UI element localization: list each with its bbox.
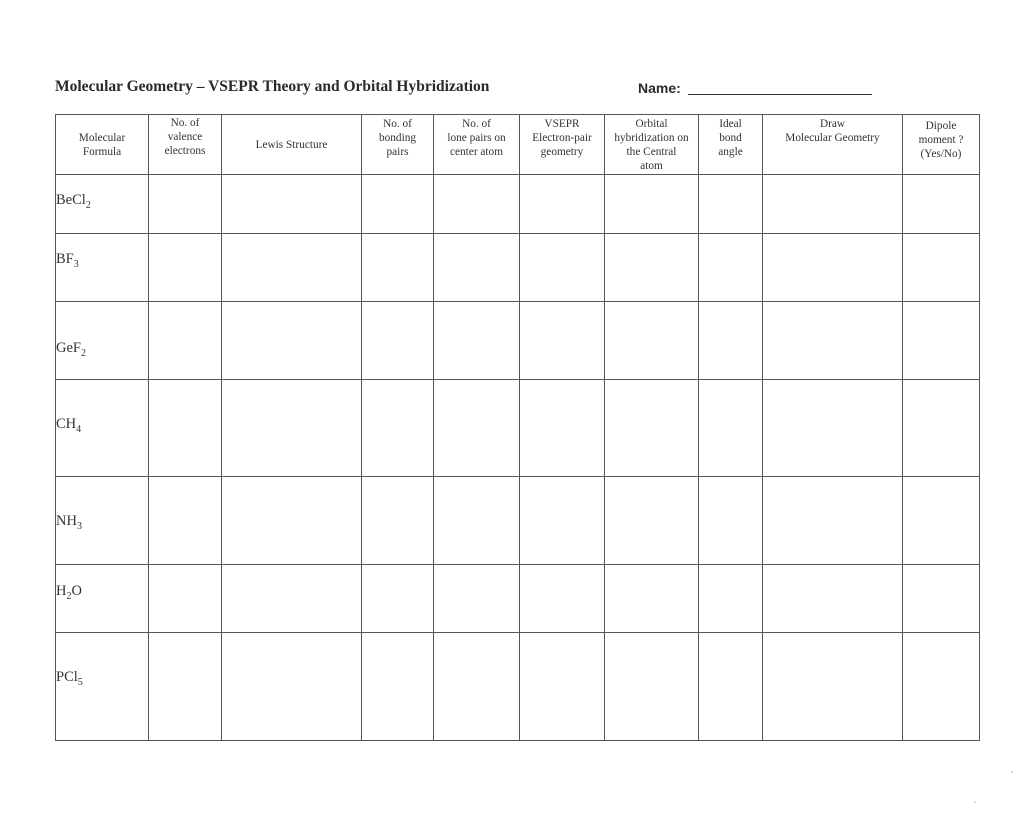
- table-row: [56, 234, 980, 302]
- cell-molecular-geometry-drawing[interactable]: [763, 565, 903, 633]
- table-row: [56, 565, 980, 633]
- cell-electron-pair-geometry[interactable]: [520, 175, 605, 234]
- table-row: [56, 175, 980, 234]
- cell-lewis-structure[interactable]: [222, 633, 362, 741]
- molecular-formula: PCl$_5$: [56, 669, 83, 688]
- col-header-electron-pair-geometry: VSEPR Electron-pair geometry: [520, 115, 605, 175]
- cell-orbital-hybridization[interactable]: [605, 234, 699, 302]
- cell-electron-pair-geometry[interactable]: [520, 565, 605, 633]
- cell-electron-pair-geometry[interactable]: [520, 477, 605, 565]
- molecular-formula-cell: [56, 565, 149, 633]
- cell-ideal-bond-angle[interactable]: [699, 234, 763, 302]
- table-row: [56, 633, 980, 741]
- col-header-ideal-bond-angle: Ideal bond angle: [699, 115, 763, 175]
- molecular-formula-cell: [56, 175, 149, 234]
- molecular-formula-cell: [56, 477, 149, 565]
- scan-speck: [974, 801, 976, 803]
- cell-valence-electrons[interactable]: [149, 234, 222, 302]
- cell-molecular-geometry-drawing[interactable]: [763, 477, 903, 565]
- cell-lewis-structure[interactable]: [222, 234, 362, 302]
- cell-valence-electrons[interactable]: [149, 302, 222, 380]
- cell-molecular-geometry-drawing[interactable]: [763, 633, 903, 741]
- cell-lewis-structure[interactable]: [222, 302, 362, 380]
- cell-lewis-structure[interactable]: [222, 380, 362, 477]
- cell-orbital-hybridization[interactable]: [605, 565, 699, 633]
- molecular-formula: $BF_3$: [56, 251, 79, 270]
- cell-dipole-moment[interactable]: [903, 380, 980, 477]
- col-header-valence-electrons: No. of valence electrons: [149, 115, 222, 175]
- molecular-formula-cell: [56, 234, 149, 302]
- cell-orbital-hybridization[interactable]: [605, 380, 699, 477]
- molecular-formula: BeCl$_2$: [56, 192, 91, 211]
- molecular-formula: $H_2O$: [56, 583, 82, 602]
- cell-dipole-moment[interactable]: [903, 302, 980, 380]
- molecular-formula-cell: [56, 633, 149, 741]
- cell-bonding-pairs[interactable]: [362, 380, 434, 477]
- cell-dipole-moment[interactable]: [903, 633, 980, 741]
- cell-valence-electrons[interactable]: [149, 175, 222, 234]
- cell-bonding-pairs[interactable]: [362, 477, 434, 565]
- scan-speck: [1011, 771, 1013, 773]
- cell-lone-pairs[interactable]: [434, 477, 520, 565]
- cell-molecular-geometry-drawing[interactable]: [763, 380, 903, 477]
- table-row: [56, 477, 980, 565]
- cell-dipole-moment[interactable]: [903, 565, 980, 633]
- cell-orbital-hybridization[interactable]: [605, 175, 699, 234]
- cell-molecular-geometry-drawing[interactable]: [763, 175, 903, 234]
- cell-dipole-moment[interactable]: [903, 234, 980, 302]
- cell-ideal-bond-angle[interactable]: [699, 380, 763, 477]
- cell-molecular-geometry-drawing[interactable]: [763, 234, 903, 302]
- col-header-orbital-hybridization: Orbital hybridization on the Central atom: [605, 115, 699, 175]
- cell-dipole-moment[interactable]: [903, 477, 980, 565]
- cell-molecular-geometry-drawing[interactable]: [763, 302, 903, 380]
- cell-electron-pair-geometry[interactable]: [520, 380, 605, 477]
- cell-valence-electrons[interactable]: [149, 380, 222, 477]
- cell-lewis-structure[interactable]: [222, 477, 362, 565]
- molecular-formula-cell: [56, 302, 149, 380]
- col-header-lone-pairs: No. of lone pairs on center atom: [434, 115, 520, 175]
- molecular-formula: $CH_4$: [56, 416, 82, 435]
- cell-bonding-pairs[interactable]: [362, 175, 434, 234]
- col-header-lewis-structure: Lewis Structure: [222, 115, 362, 175]
- cell-dipole-moment[interactable]: [903, 175, 980, 234]
- molecular-formula: GeF$_2$: [56, 340, 86, 359]
- cell-lone-pairs[interactable]: [434, 234, 520, 302]
- cell-lone-pairs[interactable]: [434, 302, 520, 380]
- header-row: [56, 115, 980, 175]
- cell-bonding-pairs[interactable]: [362, 633, 434, 741]
- cell-ideal-bond-angle[interactable]: [699, 565, 763, 633]
- cell-valence-electrons[interactable]: [149, 565, 222, 633]
- cell-lone-pairs[interactable]: [434, 175, 520, 234]
- cell-orbital-hybridization[interactable]: [605, 302, 699, 380]
- cell-bonding-pairs[interactable]: [362, 302, 434, 380]
- cell-lone-pairs[interactable]: [434, 565, 520, 633]
- cell-ideal-bond-angle[interactable]: [699, 633, 763, 741]
- cell-valence-electrons[interactable]: [149, 633, 222, 741]
- cell-lewis-structure[interactable]: [222, 565, 362, 633]
- molecular-formula-cell: [56, 380, 149, 477]
- cell-bonding-pairs[interactable]: [362, 234, 434, 302]
- cell-ideal-bond-angle[interactable]: [699, 477, 763, 565]
- molecular-formula: $NH_3$: [56, 513, 82, 532]
- cell-valence-electrons[interactable]: [149, 477, 222, 565]
- cell-lone-pairs[interactable]: [434, 633, 520, 741]
- cell-bonding-pairs[interactable]: [362, 565, 434, 633]
- name-label: Name:: [638, 80, 681, 96]
- name-input-line[interactable]: [688, 94, 872, 95]
- worksheet-title: Molecular Geometry – VSEPR Theory and Orbital Hybridization: [55, 78, 490, 95]
- col-header-bonding-pairs: No. of bonding pairs: [362, 115, 434, 175]
- cell-ideal-bond-angle[interactable]: [699, 175, 763, 234]
- cell-lone-pairs[interactable]: [434, 380, 520, 477]
- cell-orbital-hybridization[interactable]: [605, 633, 699, 741]
- cell-ideal-bond-angle[interactable]: [699, 302, 763, 380]
- cell-electron-pair-geometry[interactable]: [520, 302, 605, 380]
- cell-electron-pair-geometry[interactable]: [520, 633, 605, 741]
- cell-electron-pair-geometry[interactable]: [520, 234, 605, 302]
- table-row: [56, 380, 980, 477]
- cell-orbital-hybridization[interactable]: [605, 477, 699, 565]
- col-header-draw-molecular-geometry: Draw Molecular Geometry: [763, 115, 903, 175]
- vsepr-table: [55, 114, 980, 741]
- col-header-molecular-formula: Molecular Formula: [56, 115, 149, 175]
- col-header-dipole-moment: Dipole moment ? (Yes/No): [903, 115, 980, 175]
- table-row: [56, 302, 980, 380]
- cell-lewis-structure[interactable]: [222, 175, 362, 234]
